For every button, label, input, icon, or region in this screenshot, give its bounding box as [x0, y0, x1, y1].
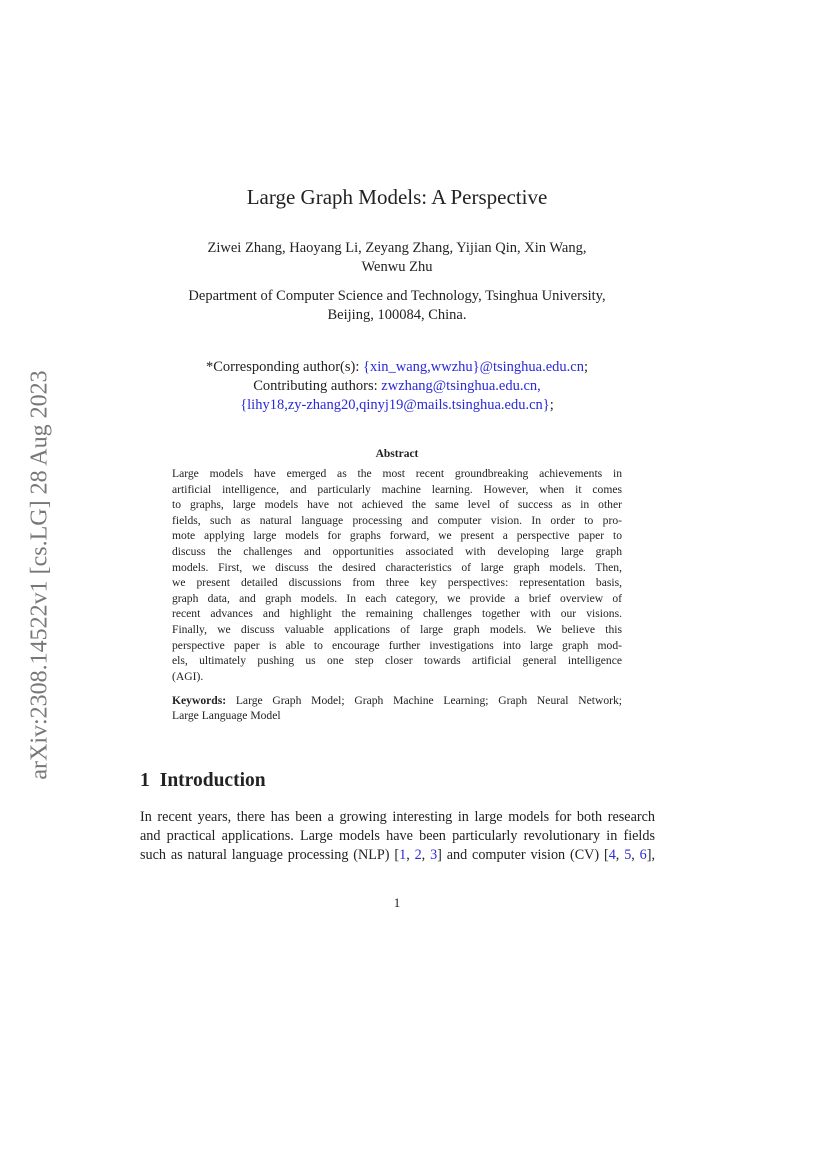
abstract-line: to graphs, large models have not achieved the same level of success as in other	[172, 498, 622, 512]
section-number: 1	[140, 770, 150, 791]
keywords-line-2: Large Language Model	[172, 709, 281, 722]
intro-line: such as natural language processing (NLP) [1, 2, 3] and computer vision (CV) [4, 5, 6],	[140, 847, 656, 863]
email-link[interactable]: {xin_wang,wwzhu}@tsinghua.edu.cn	[363, 359, 584, 375]
contributing-line-2	[0, 397, 794, 414]
intro-line: and practical applications. Large models have been particularly revolutionary in fields	[140, 828, 655, 844]
abstract-line: graph data, and graph models. In each category, we provide a brief overview of	[172, 591, 622, 605]
intro-line: In recent years, there has been a growing interesting in large models for both research	[140, 809, 655, 825]
abstract-line: fields, such as natural language processing and computer vision. In order to pro-	[172, 513, 622, 527]
separator: ;	[549, 397, 554, 413]
abstract-line: els, ultimately pushing us one step closer towards artificial general intelligence	[172, 654, 622, 668]
authors-line-2: Wenwu Zhu	[361, 259, 433, 275]
contributing-label: Contributing authors:	[253, 378, 382, 394]
abstract-line: (AGI).	[172, 669, 204, 683]
abstract-line: models. First, we discuss the desired characteristics of large graph models. Then,	[172, 560, 622, 574]
keywords-text: Large Graph Model; Graph Machine Learning; Graph Neural Network;	[226, 694, 622, 707]
abstract-heading: Abstract	[375, 448, 419, 460]
citation-link[interactable]: 6	[639, 847, 647, 863]
email-link[interactable]: {lihy18,zy-zhang20,qinyj19@mails.tsinghua.edu.cn}	[240, 397, 550, 413]
intro-text: ] and computer vision (CV) [	[437, 847, 609, 863]
corresponding-line	[0, 359, 794, 376]
abstract-line: recent advances and highlight the remaining challenges together with our visions.	[172, 607, 622, 621]
abstract-line: discuss the challenges and opportunities associated with developing large graph	[172, 545, 622, 558]
contributing-line	[0, 378, 794, 395]
abstract-line: Large models have emerged as the most recent groundbreaking achievements in	[172, 467, 622, 480]
abstract-line: we present detailed discussions from three key perspectives: representation basis,	[172, 576, 622, 590]
section-heading	[140, 770, 266, 792]
page-number: 1	[393, 895, 401, 910]
citation-link[interactable]: 3	[430, 847, 438, 863]
separator: ;	[584, 359, 589, 375]
abstract-line: perspective paper is able to encourage further investigations into large graph mod-	[172, 638, 622, 652]
citation-link[interactable]: 1	[399, 847, 407, 863]
section-title: Introduction	[159, 770, 266, 791]
affiliation-line-1: Department of Computer Science and Technology, Tsinghua University,	[188, 288, 606, 304]
affiliation-line-2: Beijing, 100084, China.	[327, 307, 467, 323]
abstract-line: Finally, we discuss valuable applications of large graph models. We believe this	[172, 623, 622, 636]
arxiv-stamp: arXiv:2308.14522v1 [cs.LG] 28 Aug 2023	[26, 370, 53, 780]
citation-link[interactable]: 5	[624, 847, 632, 863]
paper-title: Large Graph Models: A Perspective	[246, 185, 548, 209]
citation-link[interactable]: 2	[414, 847, 422, 863]
email-link[interactable]: zwzhang@tsinghua.edu.cn,	[381, 378, 541, 394]
citation-link[interactable]: 4	[608, 847, 616, 863]
intro-text: such as natural language processing (NLP) [	[140, 847, 400, 863]
abstract-line: artificial intelligence, and particularly machine learning. However, when it comes	[172, 482, 622, 496]
authors-line-1: Ziwei Zhang, Haoyang Li, Zeyang Zhang, Yijian Qin, Xin Wang,	[207, 240, 587, 256]
abstract-line: mote applying large models for graphs forward, we present a perspective paper to	[172, 529, 622, 543]
keywords-line	[172, 693, 622, 708]
corresponding-label: *Corresponding author(s):	[205, 359, 364, 375]
keywords-label: Keywords:	[172, 694, 227, 707]
intro-text: ],	[646, 847, 656, 863]
